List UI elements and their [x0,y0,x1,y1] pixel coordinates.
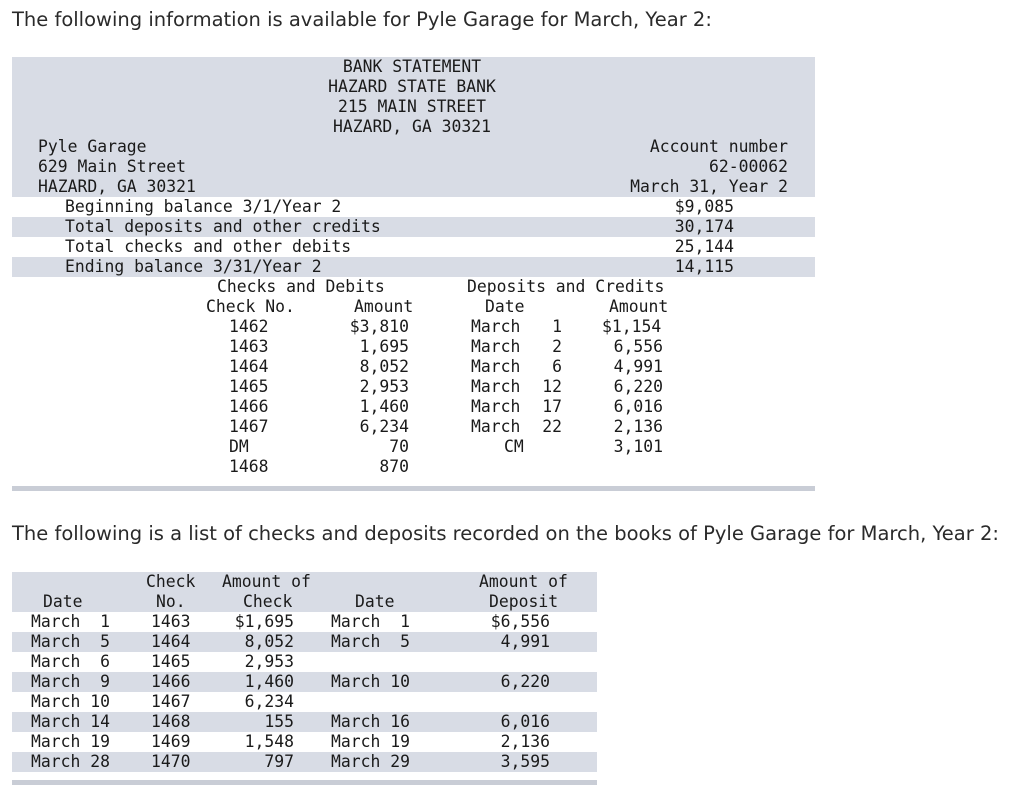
checks-title: Checks and Debits [217,277,385,296]
summary-label: Beginning balance 3/1/Year 2 [65,197,342,216]
book-check-number: 1470 [151,752,191,771]
deposit-amount: 6,220 [613,377,663,396]
deposit-month: March [471,337,521,356]
book-check-amount: $1,695 [234,612,294,631]
checks-header-number: Check No. [206,297,295,316]
account-label: Account number [649,137,788,156]
check-amount: 1,460 [359,397,409,416]
book-check-number: 1466 [151,672,191,691]
book-check-number: 1463 [151,612,191,631]
book-deposit-amount: 3,595 [500,752,550,771]
deposit-amount: 3,101 [613,437,663,456]
book-deposit-amount: 2,136 [500,732,550,751]
check-number: 1464 [229,357,269,376]
intro-text: The following information is available for Pyle Garage for March, Year 2: [12,8,712,31]
bank-street: 215 MAIN STREET [337,97,487,116]
deposit-amount: 6,016 [613,397,663,416]
book-check-amount: 6,234 [244,692,294,711]
check-amount: 1,695 [359,337,409,356]
deposit-day: 1 [552,317,562,336]
book-deposit-date: March 1 [331,612,410,631]
book-deposit-date: March 5 [331,632,410,651]
checks-header-amount: Amount [354,297,414,316]
header-deposit-amount: Amount of [479,572,568,591]
header-check-no: Check [146,572,196,591]
book-check-date: March 1 [31,612,110,631]
book-check-date: March 5 [31,632,110,651]
deposit-amount: 4,991 [613,357,663,376]
book-check-amount: 8,052 [244,632,294,651]
customer-name: Pyle Garage [38,137,147,156]
bottom-rule [12,486,815,491]
deposit-amount: $1,154 [602,317,662,336]
deposits-title: Deposits and Credits [467,277,665,296]
check-amount: 870 [379,457,409,476]
check-number: DM [229,437,249,456]
deposit-day: 6 [552,357,562,376]
header-check-amount: Amount of [222,572,311,591]
deposit-day: 22 [542,417,562,436]
check-amount: 2,953 [359,377,409,396]
bottom-rule [12,780,597,785]
book-check-amount: 1,548 [244,732,294,751]
check-number: 1467 [229,417,269,436]
deposit-month: March [471,357,521,376]
book-check-date: March 6 [31,652,110,671]
header-deposit-date: Date [355,592,395,611]
header-deposit-amount: Deposit [489,592,559,611]
summary-label: Total checks and other debits [65,237,352,256]
book-check-date: March 9 [31,672,110,691]
deposit-amount: 6,556 [613,337,663,356]
book-check-number: 1467 [151,692,191,711]
book-check-number: 1468 [151,712,191,731]
header-check-no: No. [156,592,186,611]
statement-title: BANK STATEMENT [342,57,482,76]
book-check-date: March 19 [31,732,110,751]
check-amount: 6,234 [359,417,409,436]
deposit-month: March [471,397,521,416]
books-table [12,572,597,790]
book-check-amount: 797 [264,752,294,771]
customer-city: HAZARD, GA 30321 [38,177,196,196]
deposit-day: 2 [552,337,562,356]
bank-statement [12,57,815,491]
book-check-number: 1465 [151,652,191,671]
summary-amount: 14,115 [674,257,734,276]
book-deposit-amount: 6,220 [500,672,550,691]
deposit-day: 17 [542,397,562,416]
header-check-amount: Check [243,592,293,611]
deposit-month: CM [504,437,524,456]
book-check-amount: 1,460 [244,672,294,691]
summary-amount: 30,174 [674,217,734,236]
summary-label: Ending balance 3/31/Year 2 [65,257,322,276]
deposit-amount: 2,136 [613,417,663,436]
books-intro-text: The following is a list of checks and deposits recorded on the books of Pyle Garage for March, Year 2: [12,522,999,545]
check-amount: 70 [389,437,409,456]
book-deposit-amount: $6,556 [490,612,550,631]
check-number: 1465 [229,377,269,396]
book-deposit-date: March 29 [331,752,410,771]
book-deposit-date: March 16 [331,712,410,731]
book-deposit-date: March 10 [331,672,410,691]
book-check-date: March 28 [31,752,110,771]
check-amount: 8,052 [359,357,409,376]
book-deposit-amount: 4,991 [500,632,550,651]
book-check-number: 1464 [151,632,191,651]
deposits-header-date: Date [485,297,525,316]
header-check-date: Date [43,592,83,611]
bank-city: HAZARD, GA 30321 [333,117,491,136]
check-number: 1463 [229,337,269,356]
summary-label: Total deposits and other credits [65,217,381,236]
statement-date: March 31, Year 2 [630,177,788,196]
book-check-date: March 10 [31,692,110,711]
book-check-date: March 14 [31,712,110,731]
book-deposit-amount: 6,016 [500,712,550,731]
book-check-number: 1469 [151,732,191,751]
summary-amount: 25,144 [674,237,734,256]
book-check-amount: 155 [264,712,294,731]
book-deposit-date: March 19 [331,732,410,751]
check-number: 1468 [229,457,269,476]
check-amount: $3,810 [349,317,409,336]
deposits-header-amount: Amount [609,297,669,316]
account-number: 62-00062 [709,157,788,176]
deposit-month: March [471,417,521,436]
summary-amount: $9,085 [674,197,734,216]
deposit-month: March [471,317,521,336]
customer-street: 629 Main Street [38,157,187,176]
deposit-month: March [471,377,521,396]
check-number: 1462 [229,317,269,336]
check-number: 1466 [229,397,269,416]
book-check-amount: 2,953 [244,652,294,671]
deposit-day: 12 [542,377,562,396]
bank-name: HAZARD STATE BANK [328,77,496,96]
